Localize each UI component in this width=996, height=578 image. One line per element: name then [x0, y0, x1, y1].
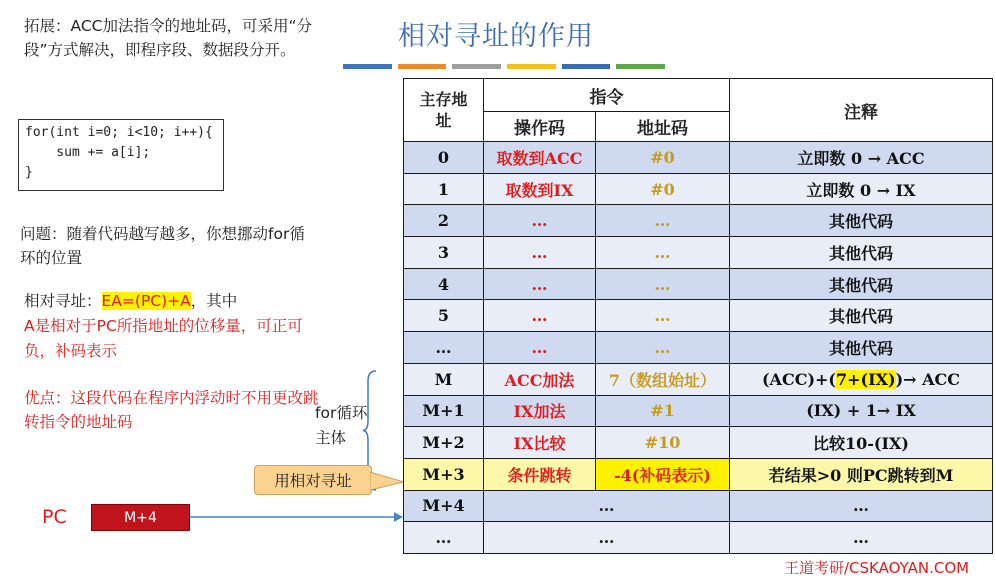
- row-ad: #10: [596, 427, 730, 459]
- row-op: …: [484, 237, 596, 269]
- row-op: …: [484, 268, 596, 300]
- header-note: 注释: [730, 79, 993, 142]
- pc-label: PC: [42, 506, 67, 528]
- question-note: 问题：随着代码越写越多，你想挪动for循环的位置: [20, 225, 305, 267]
- row-addr: 1: [404, 173, 484, 205]
- row-note: 其他代码: [730, 205, 993, 237]
- row-ad: #0: [596, 173, 730, 205]
- table-row: [404, 522, 993, 554]
- row-note: …: [730, 522, 993, 554]
- instruction-table: [403, 78, 993, 554]
- row-ad: …: [596, 300, 730, 332]
- row-note: …: [730, 490, 993, 522]
- row-addr: M+1: [404, 395, 484, 427]
- code-line-2: sum += a[i];: [25, 145, 151, 160]
- row-addr: 0: [404, 142, 484, 174]
- relative-addressing-note: [24, 289, 314, 364]
- row-addr: 5: [404, 300, 484, 332]
- row-op: IX加法: [484, 395, 596, 427]
- row-addr: 2: [404, 205, 484, 237]
- note-pre: (ACC)+(: [761, 369, 836, 389]
- note-highlight: 7+(IX): [835, 369, 896, 389]
- table-row: [404, 427, 993, 459]
- row-ad: …: [596, 268, 730, 300]
- row-note: 若结果>0 则PC跳转到M: [730, 458, 993, 490]
- row-note: [730, 363, 993, 395]
- table-row: [404, 205, 993, 237]
- table-row: [404, 173, 993, 205]
- header-addr: 主存地址: [404, 79, 484, 142]
- header-ad: 地址码: [596, 112, 730, 142]
- rel-formula: EA=(PC)+A: [101, 292, 191, 310]
- row-addr: M: [404, 363, 484, 395]
- row-ad: 7（数组始址）: [596, 363, 730, 395]
- header-instr: 指令: [484, 79, 730, 112]
- for-loop-label: for循环主体: [315, 404, 368, 447]
- code-line-1: for(int i=0; i<10; i++){: [25, 125, 213, 140]
- row-op: 条件跳转: [484, 458, 596, 490]
- accent-bar-green: [616, 64, 665, 69]
- accent-bar-yellow: [507, 64, 556, 69]
- row-op: IX比较: [484, 427, 596, 459]
- row-instr-merged: …: [484, 490, 730, 522]
- accent-bar-blue: [343, 64, 392, 69]
- rel-suffix: ，其中: [190, 292, 238, 310]
- row-op: …: [484, 332, 596, 364]
- row-instr-merged: …: [484, 522, 730, 554]
- row-note: 其他代码: [730, 268, 993, 300]
- row-ad: …: [596, 205, 730, 237]
- table-row: [404, 268, 993, 300]
- pc-arrow-icon: [190, 510, 404, 524]
- table-row: [404, 300, 993, 332]
- rel-line2: A是相对于PC所指地址的位移量，可正可负，: [24, 317, 303, 360]
- row-addr: M+2: [404, 427, 484, 459]
- rel-prefix: 相对寻址：: [24, 292, 102, 310]
- watermark: 王道考研/CSKAOYAN.COM: [784, 559, 970, 577]
- relative-addressing-callout: 用相对寻址: [254, 465, 372, 495]
- row-op: 取数到IX: [484, 173, 596, 205]
- table-row: [404, 490, 993, 522]
- row-addr: 3: [404, 237, 484, 269]
- row-note: 立即数 0 → ACC: [730, 142, 993, 174]
- row-note: 其他代码: [730, 300, 993, 332]
- row-note: 其他代码: [730, 237, 993, 269]
- pc-register: M+4: [91, 504, 190, 531]
- table-row: [404, 363, 993, 395]
- row-addr: M+3: [404, 458, 484, 490]
- row-addr: …: [404, 522, 484, 554]
- row-ad: …: [596, 332, 730, 364]
- rel-line3: 补码表示: [55, 342, 118, 360]
- row-note: 立即数 0 → IX: [730, 173, 993, 205]
- row-op: ACC加法: [484, 363, 596, 395]
- accent-bar-blue2: [562, 64, 611, 69]
- row-addr: …: [404, 332, 484, 364]
- table-row: [404, 395, 993, 427]
- row-ad: #0: [596, 142, 730, 174]
- note-post: )→ ACC: [895, 369, 960, 389]
- row-op: …: [484, 300, 596, 332]
- row-note: 其他代码: [730, 332, 993, 364]
- row-op: …: [484, 205, 596, 237]
- callout-pointer-icon: [370, 470, 404, 492]
- page-title: 相对寻址的作用: [398, 21, 594, 52]
- advantage-note: 优点：这段代码在程序内浮动时不用更改跳转指令的地址码: [24, 389, 319, 431]
- code-line-3: }: [25, 165, 33, 180]
- row-ad: -4(补码表示): [596, 458, 730, 490]
- table-row: [404, 332, 993, 364]
- accent-bar-gray: [452, 64, 501, 69]
- accent-bars: [343, 64, 665, 69]
- header-op: 操作码: [484, 112, 596, 142]
- row-note: 比较10-(IX): [730, 427, 993, 459]
- extension-note: 拓展：ACC加法指令的地址码，可采用“分段”方式解决，即程序段、数据段分开。: [24, 17, 313, 59]
- accent-bar-orange: [398, 64, 447, 69]
- table-row: [404, 142, 993, 174]
- code-box: [18, 119, 224, 191]
- row-note: (IX) + 1→ IX: [730, 395, 993, 427]
- table-row-highlighted: [404, 458, 993, 490]
- row-addr: M+4: [404, 490, 484, 522]
- row-addr: 4: [404, 268, 484, 300]
- table-row: [404, 237, 993, 269]
- row-ad: …: [596, 237, 730, 269]
- row-ad: #1: [596, 395, 730, 427]
- row-op: 取数到ACC: [484, 142, 596, 174]
